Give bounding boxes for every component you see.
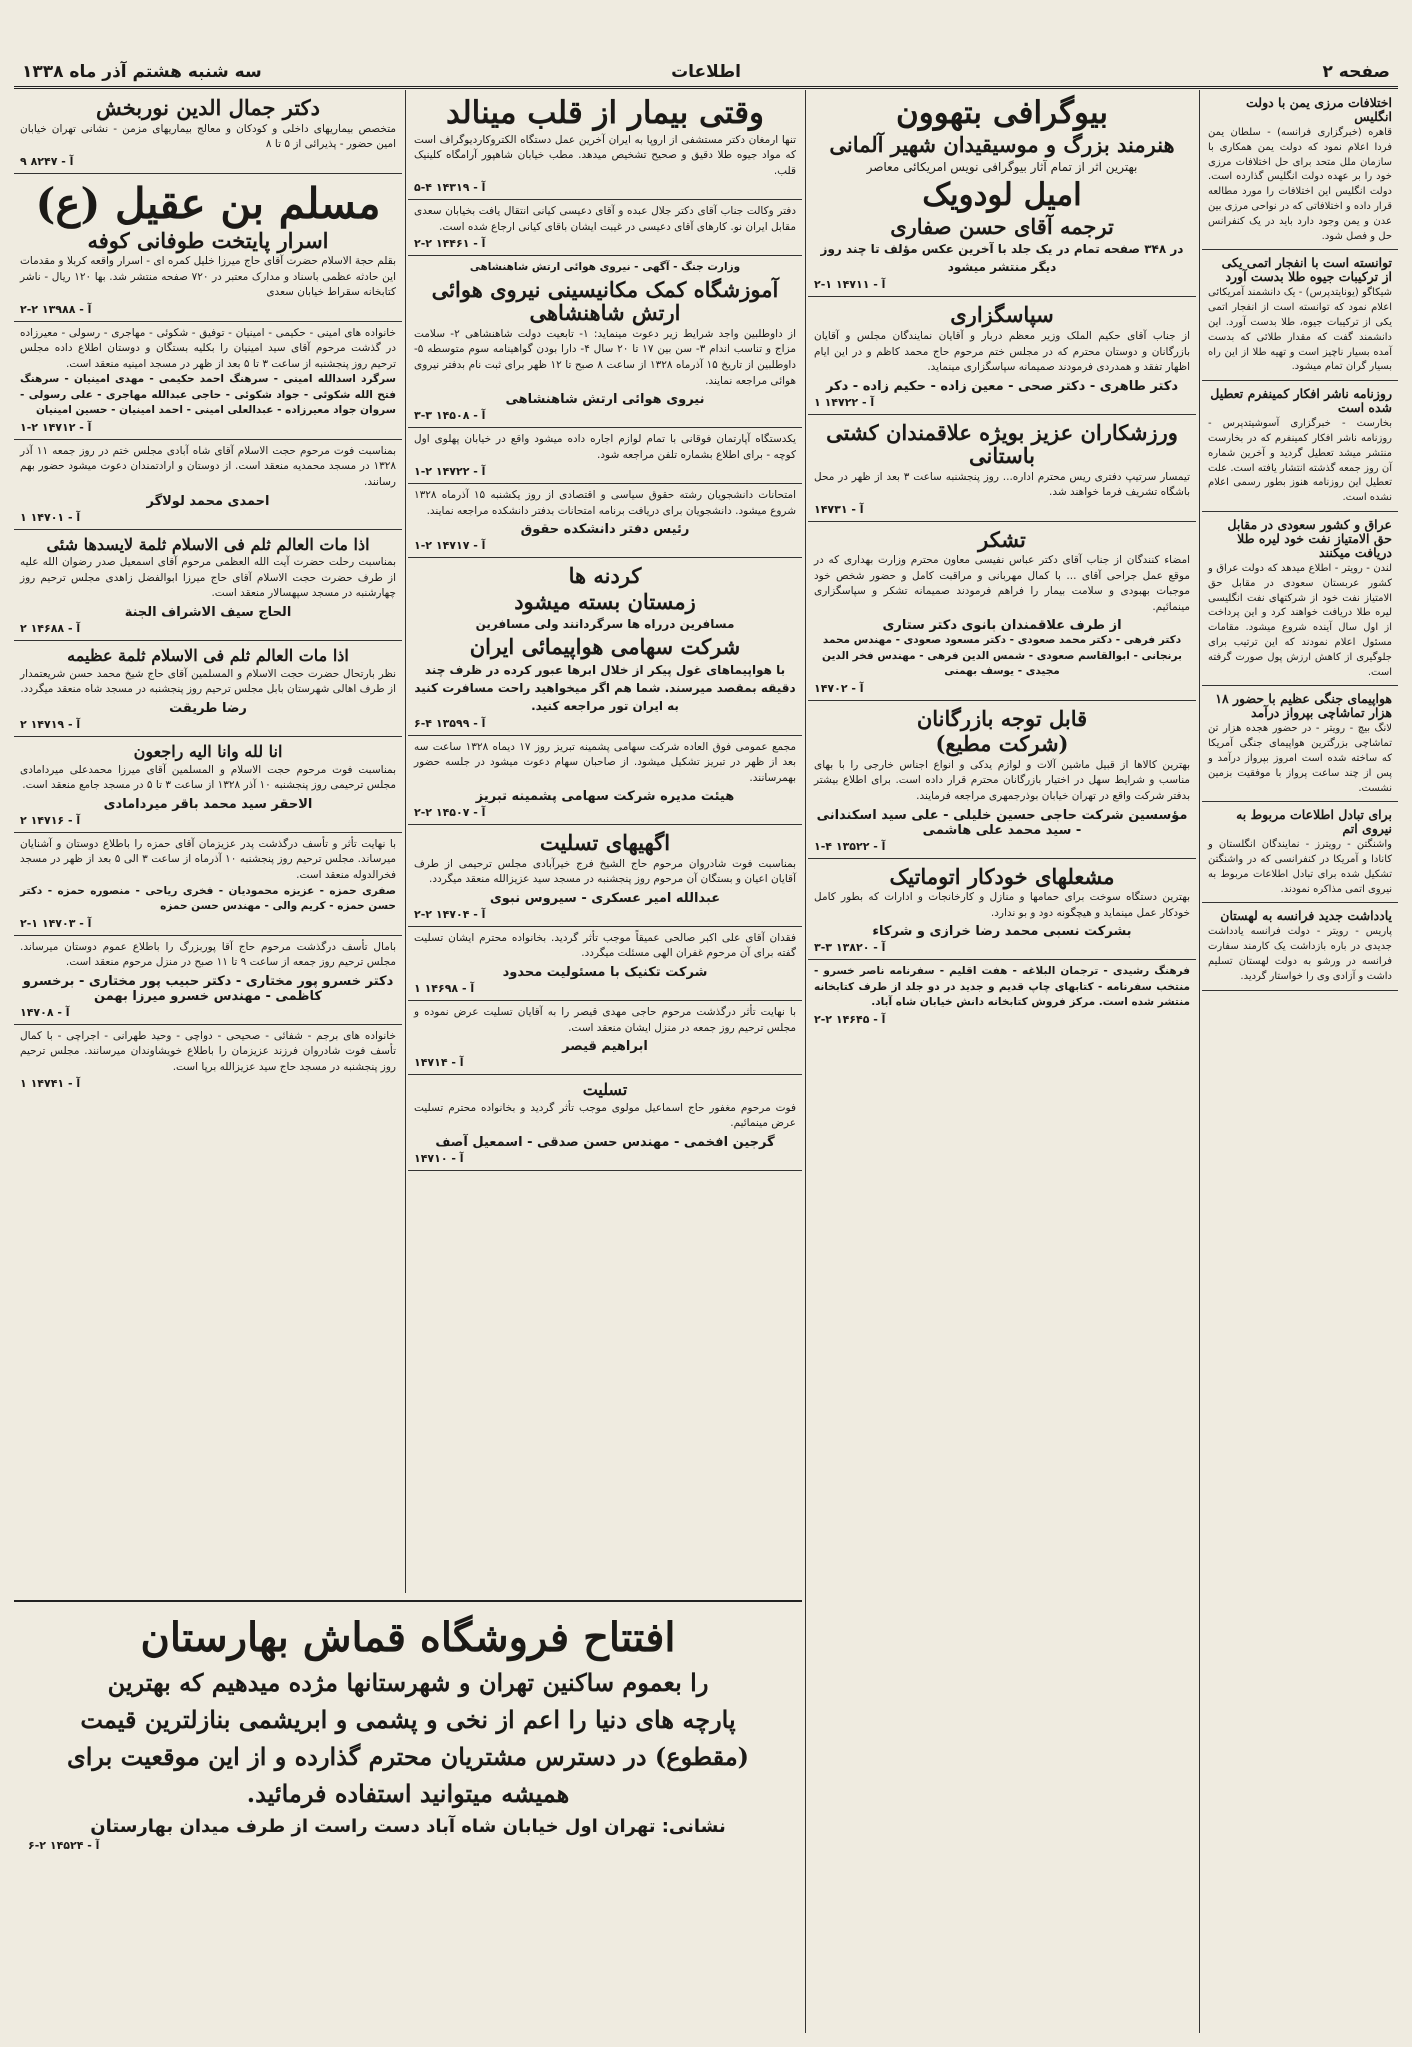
store-ad-title: افتتاح فروشگاه قماش بهارستان — [140, 1614, 676, 1661]
airline-ad: کردنه ها زمستان بسته میشود مسافرین درراه ها سرگردانند ولی مسافرین شرکت سهامی هواپیمائی ایران با هواپیماهای غول پیکر از خلال ابرها عبور کرده در ظرف چند دقیقه بمقصد میرسند. شما هم اگر میخواهید راحت مسافرت کنید به ایران تور مراجعه کنید. آ - ۱۳۵۹۹ ۴-۶ — [408, 558, 802, 736]
wrestling-notice: ورزشکاران عزیز بویژه علاقمندان کشتی باستانی تیمسار سرتیپ دفتری ریس محترم اداره... روز پنجشنبه ساعت ۳ بعد از ظهر در محل باشگاه تشریف فرما خواهند شد. آ - ۱۴۷۳۱ — [808, 415, 1196, 522]
page-number: صفحه ۲ — [1322, 62, 1390, 82]
ads-column — [808, 90, 1196, 1593]
gratitude-notice: تشکر امضاء کنندگان از جناب آقای دکتر عباس نفیسی معاون محترم وزارت بهداری که در موقع عمل جراحی آقای ... با کمال مهربانی و مراقبت کامل و حضور شخص خود موجبات بهبودی و سلامت بیمار را فراهم فرمودند صمیمانه تشکر و سپاسگزاری مینمائیم. از طرف علاقمندان بانوی دکتر ستاری دکتر فرهی - دکتر محمد صعودی - دکتر مسعود صعودی - مهندس محمد برنجانی - ابوالقاسم صعودی - شمس الدین فرهی - مهندس فخر الدین مجیدی - یوسف بهمنی آ - ۱۴۷۰۲ — [808, 522, 1196, 701]
news-item: برای تبادل اطلاعات مربوط به نیروی اتم واشنگتن - رویترز - نمایندگان انگلستان و کانادا و آمریکا در کنفرانسی که در واشنگتن تشکیل شده برای تبادل اطلاعات مربوط به نیروی اتمی مذاکره نمودند. — [1202, 802, 1398, 903]
airforce-ad: وزارت جنگ - آگهی - نیروی هوائی ارتش شاهنشاهی آموزشگاه کمک مکانیسینی نیروی هوائی ارتش شاهنشاهی از داوطلبین واجد شرایط زیر دعوت مینماید: ۱- تابعیت دولت شاهنشاهی ۲- سلامت مزاج و تناسب اندام ۳- سن بین ۱۷ تا ۲۰ سال ۴- دارا بودن گواهینامه سوم متوسطه ۵- داوطلبین از تاریخ ۱۵ آذرماه ۱۳۲۸ از ساعت ۸ صبح تا ۱۲ ظهر برای ثبت نام بدفتر نیروی هوائی مراجعه نمایند. نیروی هوائی ارتش شاهنشاهی آ - ۱۴۵۰۸ ۳-۳ — [408, 256, 802, 428]
family-notice: خانواده های امینی - حکیمی - امینیان - توفیق - شکوئی - مهاجری - رسولی - معیرزاده در گذشت مرحوم آقای سید امینیان را بکلیه بستگان و دوستان اطلاع داده مجلس ترحیم روز پنجشنبه از ساعت ۳ تا ۵ بعد از ظهر در مسجد امینیه منعقد است. سرگرد اسدالله امینی - سرهنگ احمد حکیمی - مهدی امینیان - سرهنگ فتح الله شکوئی - جواد شکوئی - حاجی عبدالله مهاجری - علی رسولی - سروان جواد معیرزاده - عبدالعلی امینی - احمد امینیان - حسین امینیان آ - ۱۴۷۱۲ ۲-۱ — [14, 322, 402, 440]
newspaper-name: اطلاعات — [671, 62, 741, 82]
merchants-ad: قابل توجه بازرگانان (شرکت مطیع) بهترین کالاها از قبیل ماشین آلات و لوازم یدکی و انواع اجناس خارجی را با بهای مناسب و شرایط سهل در اختیار بازرگانان محترم قرار داده است. برای اطلاع بیشتر بدفتر شرکت واقع در تهران خیابان بوذرجمهری مراجعه فرمایند. مؤسسین شرکت حاجی حسین خلیلی - علی سید اسکندانی - سید محمد علی هاشمی آ - ۱۳۵۲۲ ۴-۱ — [808, 701, 1196, 859]
burner-ad: مشعلهای خودکار اتوماتیک بهترین دستگاه سوخت برای حمامها و منازل و کارخانجات و ادارات که بطور کامل خودکار عمل مینماید و هیچگونه دود و بو ندارد. بشرکت نسبی محمد رضا خرازی و شرکاء آ - ۱۳۸۲۰ ۳-۳ — [808, 859, 1196, 961]
memorial-notice: بامال تأسف درگذشت مرحوم حاج آقا پوربزرگ را باطلاع عموم دوستان میرساند. مجلس ترحیم روز جمعه از ساعت ۹ تا ۱۱ صبح در منزل مرحوم منعقد است. دکتر خسرو پور مختاری - دکتر حبیب پور مختاری - برخسرو کاظمی - مهندس خسرو میرزا بهمن آ - ۱۴۷۰۸ — [14, 936, 402, 1025]
shareholders-notice: مجمع عمومی فوق العاده شرکت سهامی پشمینه تبریز روز ۱۷ دیماه ۱۳۲۸ ساعت سه بعد از ظهر در تبریز تشکیل میشود. از صاحبان سهام دعوت میشود در جلسه حضور بهمرسانند. هیئت مدیره شرکت سهامی پشمینه تبریز آ - ۱۴۵۰۷ ۲-۲ — [408, 736, 802, 826]
apartment-ad: یکدستگاه آپارتمان فوقانی با تمام لوازم اجاره داده میشود واقع در خیابان پهلوی اول کوچه - برای اطلاع بشماره تلفن مراجعه شود. آ - ۱۴۷۲۲ ۲-۱ — [408, 428, 802, 484]
notices-column — [14, 90, 402, 1593]
book-ad-beethoven: بیوگرافی بتهوون هنرمند بزرگ و موسیقیدان شهیر آلمانی بهترین اثر از تمام آثار بیوگرافی نویس امریکائی معاصر امیل لودویک ترجمه آقای حسن صفاری در ۳۴۸ صفحه تمام در یک جلد با آخرین عکس مؤلف تا چند روز دیگر منتشر میشود آ - ۱۴۷۱۱ ۱-۲ — [808, 90, 1196, 297]
news-item: روزنامه ناشر افکار کمینفرم تعطیل شده است بخارست - خبرگزاری آسوشیتدپرس - روزنامه ناشر افکار کمینفرم که در بخارست منتشر میشد تعطیل گردید و آخرین شماره آن روز جمعه گذشته انتشار یافته است. علت تعطیل این روزنامه هنوز بطور رسمی اعلام نشده است. — [1202, 381, 1398, 512]
news-item: عراق و کشور سعودی در مقابل حق الامتیاز نفت خود لیره طلا دریافت میکنند لندن - رویتر - اطلاع میدهد که دولت عراق و کشور عربستان سعودی در مقابل حق الامتیاز نفت خود از شرکتهای نفت انگلیسی لیره طلا دریافت خواهند کرد و این پرداخت از اول سال آینده شروع میشود. مقامات مسئول اعلام نمودند که این ترتیب برای جلوگیری از کاهش ارزش پول صورت گرفته است. — [1202, 512, 1398, 686]
books-ad: فرهنگ رشیدی - ترجمان البلاغه - هفت اقلیم - سفرنامه ناصر خسرو - منتخب سفرنامه - کتابهای چاپ قدیم و جدید در دو جلد از طرف کتابخانه منتشر شده است. مرکز فروش کتابخانه دانش خیابان شاه آباد. آ - ۱۴۶۴۵ ۲-۲ — [814, 965, 1190, 1026]
doctor-ad: وقتی بیمار از قلب مینالد تنها ارمغان دکتر مستشفی از اروپا به ایران آخرین عمل دستگاه الکتروکاردیوگراف است که مواد جیوه طلا دقیق و صحیح تشخیص میدهد. مطب خیابان شاهپور آرامگاه کلینیک قلب. آ - ۱۴۳۱۹ ۴-۵ — [408, 90, 802, 200]
news-item: توانسته است با انفجار اتمی یکی از ترکیبات جیوه طلا بدست آورد شیکاگو (یونایتدپرس) - یک دانشمند آمریکائی اعلام نمود که توانسته است از انفجار اتمی یکی از ترکیبات جیوه، طلا بدست آورد. این دانشمند گفت که مقدار طلائی که بدست آمده بسیار ناچیز است و تهیه طلا از این راه بسیار گران تمام میشود. — [1202, 250, 1398, 381]
store-address: نشانی: تهران اول خیابان شاه آباد دست راست از طرف میدان بهارستان — [90, 1815, 726, 1837]
page-header — [14, 62, 1398, 89]
column-rule — [805, 90, 806, 2033]
store-opening-ad: افتتاح فروشگاه قماش بهارستان را بعموم ساکنین تهران و شهرستانها مژده میدهیم که بهترین پارچه های دنیا را اعم از نخی و پشمی و ابریشمی بنازلترین قیمت (مقطوع) در دسترس مشتریان محترم گذارده و از این موقعیت برای همیشه میتوانید استفاده فرمائید. نشانی: تهران اول خیابان شاه آباد دست راست از طرف میدان بهارستان آ - ۱۴۵۲۴ ۲-۶ — [14, 1600, 802, 2033]
book-ad-muslim: مسلم بن عقیل (ع) اسرار پایتخت طوفانی کوفه بقلم حجة الاسلام حضرت آقای حاج میرزا خلیل کمره ای - اسرار واقعه کربلا و مقدمات این حادثه عظمی باسناد و مدارک معتبر در ۷۲۰ صفحه منتشر شد. بها ۱۲۰ ریال - ناشر کتابخانه سقراط خیابان سعدی آ - ۱۳۹۸۸ ۲-۲ — [14, 174, 402, 322]
memorial-notice: اذا مات العالم ثلم فی الاسلام ثلمة لایسدها شئی بمناسبت رحلت حضرت آیت الله العظمی مرحوم آقای اسمعیل صدر رضوان الله علیه از طرف حضرت حجت الاسلام آقای حاج میرزا ابوالفضل زاهدی مجلس ترحیم روز چهارشنبه در مسجد سپهسالار منعقد است. الحاج سیف الاشراف الجنة آ - ۱۴۶۸۸ ۲ — [14, 530, 402, 642]
condolence-notice: فقدان آقای علی اکبر صالحی عمیقاً موجب تأثر گردید. بخانواده محترم ایشان تسلیت گفته برای آن مرحوم غفران الهی مسئلت میگردد. شرکت تکنیک با مسئولیت محدود آ - ۱۴۶۹۸ ۱ — [408, 927, 802, 1001]
doctor-ad: دکتر جمال الدین نوربخش متخصص بیماریهای داخلی و کودکان و معالج بیماریهای مزمن - نشانی تهران خیابان امین حضور - پذیرائی از ۵ تا ۸ آ - ۸۲۴۷ ۹ — [14, 90, 402, 174]
issue-date: سه شنبه هشتم آذر ماه ۱۳۳۸ — [22, 62, 262, 82]
news-item: اختلافات مرزی یمن با دولت انگلیس قاهره (خبرگزاری فرانسه) - سلطان یمن فردا اعلام نمود که دولت یمن همکاری با سازمان ملل متحد برای حل اختلافات مرزی خود را بر عهده دولت انگلیس گذارده است. دولت انگلیس این اختلافات را مورد مطالعه قرار داده و اختلافاتی که در نواحی مرزی بین عدن و یمن وجود دارد باید در یک کنفرانس حل و فصل شود. — [1202, 90, 1398, 250]
news-item: هواپیمای جنگی عظیم با حضور ۱۸ هزار تماشاچی بپرواز درآمد لانگ بیچ - رویتر - در حضور هجده هزار تن تماشاچی بزرگترین هواپیمای جنگی آمریکا که ساخته شده است امروز بپرواز درآمد و پس از چند ساعت پرواز با موفقیت بزمین نشست. — [1202, 686, 1398, 802]
memorial-notice: بمناسبت فوت مرحوم حجت الاسلام آقای شاه آبادی مجلس ختم در روز جمعه ۱۱ آذر ۱۳۲۸ در مسجد محمدیه منعقد است. از دوستان و ارادتمندان دعوت میشود حضور بهم رسانند. احمدی محمد لولاگر آ - ۱۴۷۰۱ ۱ — [14, 440, 402, 530]
condolence-notice: تسلیت فوت مرحوم مغفور حاج اسماعیل مولوی موجب تأثر گردید و بخانواده محترم تسلیت عرض مینمائیم. گرجین افخمی - مهندس حسن صدقی - اسمعیل آصف آ - ۱۴۷۱۰ — [408, 1075, 802, 1171]
memorial-notice: خانواده های برجم - شفائی - صحیحی - دواچی - وحید طهرانی - اجراچی - با کمال تأسف فوت شادروان فرزند عزیزمان را باطلاع خویشاوندان میرسانند. مجلس ترحیم روز پنجشنبه در مسجد حاج سید عزیزالله برپا است. آ - ۱۴۷۴۱ ۱ — [20, 1029, 396, 1091]
condolence-section: اگهیهای تسلیت بمناسبت فوت شادروان مرحوم حاج الشیخ فرج خیرآبادی مجلس ترحیمی از طرف آقایان اعیان و بستگان آن مرحوم روز پنجشنبه در مسجد سید عزیزالله منعقد میگردد. عبدالله امیر عسکری - سیروس نبوی آ - ۱۴۷۰۴ ۲-۲ — [408, 825, 802, 927]
memorial-notice: اذا مات العالم ثلم فی الاسلام ثلمة عظیمه نظر بارتحال حضرت حجت الاسلام و المسلمین آقای حاج شیخ محمد حسن شریعتمدار از طرف اهالی شهرستان بابل مجلس ترحیم روز پنجشنبه در مسجد شاه منعقد میگردد. رضا طریقت آ - ۱۴۷۱۹ ۲ — [14, 641, 402, 737]
column-rule — [405, 90, 406, 1593]
law-school-notice: امتحانات دانشجویان رشته حقوق سیاسی و اقتصادی از روز یکشنبه ۱۵ آذرماه ۱۳۲۸ شروع میشود. دانشجویان برای دریافت برنامه امتحانات بدفتر دانشکده مراجعه نمایند. رئیس دفتر دانشکده حقوق آ - ۱۴۷۱۷ ۲-۱ — [408, 484, 802, 558]
law-office-notice: دفتر وکالت جناب آقای دکتر جلال عبده و آقای دعیسی کیانی انتقال یافت بخیابان سعدی مقابل ایران نو. کارهای آقای دعیسی در غیبت ایشان باقای کیانی ارجاع شده است. آ - ۱۴۴۶۱ ۲-۲ — [408, 200, 802, 256]
memorial-notice: انا لله وانا الیه راجعون بمناسبت فوت مرحوم حجت الاسلام و المسلمین آقای میرزا محمدعلی میردامادی مجلس ترحیمی روز پنجشنبه ۱۰ آذر ۱۳۲۸ از ساعت ۳ تا ۵ در مسجد جامع منعقد است. الاحقر سید محمد باقر میردامادی آ - ۱۴۷۱۶ ۲ — [14, 737, 402, 833]
condolence-notice: با نهایت تأثر درگذشت مرحوم حاجی مهدی قیصر را به آقایان تسلیت عرض نموده و مجلس ترحیم روز جمعه در منزل ایشان منعقد است. ابراهیم قیصر آ - ۱۴۷۱۴ — [408, 1001, 802, 1075]
news-column — [1202, 90, 1398, 2033]
news-item: یادداشت جدید فرانسه به لهستان پاریس - رویتر - دولت فرانسه یادداشت جدیدی در باره بازداشت یک کارمند سفارت فرانسه در ورشو به دولت لهستان تسلیم داشت و آزادی وی را خواستار گردید. — [1202, 903, 1398, 990]
column-rule — [1199, 90, 1200, 2033]
memorial-notice: با نهایت تأثر و تأسف درگذشت پدر عزیزمان آقای حمزه را باطلاع دوستان و آشنایان میرساند. مجلس ترحیم روز پنجشنبه ۱۰ آذرماه از ساعت ۳ الی ۵ بعد از ظهر در مسجد فخرالدوله منعقد است. صفری حمزه - عزیزه محمودیان - فخری ریاحی - منصوره حمزه - دکتر حسن حمزه - کریم والی - مهندس حسن حمزه آ - ۱۴۷۰۳ ۱-۲ — [14, 833, 402, 936]
thanks-notice: سپاسگزاری از جناب آقای حکیم الملک وزیر معظم دربار و آقایان نمایندگان مجلس و آقایان بازرگانان و دوستان محترم که در مجلس ختم مرحوم حاج محمد کاظم و در این ایام اظهار تفقد و همدردی فرمودند صمیمانه سپاسگزاری مینماید. دکتر طاهری - دکتر صحی - معین زاده - حکیم زاده - دکر آ - ۱۴۷۲۲ ۱ — [808, 297, 1196, 414]
